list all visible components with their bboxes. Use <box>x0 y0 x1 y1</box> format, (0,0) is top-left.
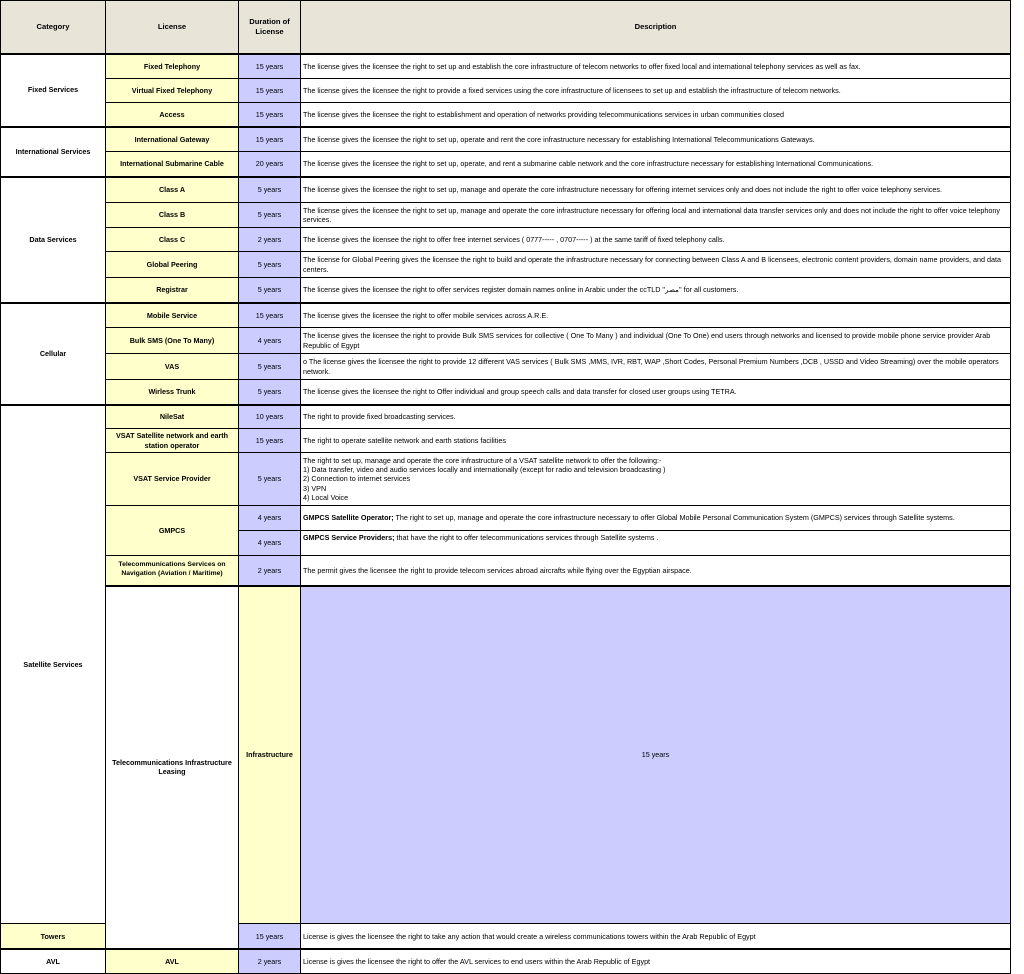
description-cell: The license gives the licensee the right to offer free internet services ( 0777----- , 0707----- ) at the same tariff of fixed telephony calls. <box>301 228 1011 252</box>
header-category: Category <box>1 1 106 54</box>
description-cell: The license for Global Peering gives the licensee the right to build and operate the infrastructure necessary for connecting between Class A and B licensees, electronic content providers, domain name providers, and data centers. <box>301 252 1011 278</box>
table-row <box>1 79 1011 103</box>
duration-cell: 2 years <box>239 949 301 974</box>
table-row <box>1 556 1011 586</box>
table-row <box>1 203 1011 228</box>
license-cell: VSAT Service Provider <box>106 453 239 506</box>
duration-cell: 4 years <box>239 531 301 556</box>
table-row <box>1 429 1011 453</box>
header-row <box>1 1 1011 54</box>
duration-cell: 10 years <box>239 405 301 429</box>
license-cell: Bulk SMS (One To Many) <box>106 328 239 354</box>
header-license: License <box>106 1 239 54</box>
table-row <box>1 354 1011 380</box>
description-cell <box>301 506 1011 531</box>
license-cell: VAS <box>106 354 239 380</box>
table-row <box>1 453 1011 506</box>
license-cell: VSAT Satellite network and earth station operator <box>106 429 239 453</box>
license-cell: Class C <box>106 228 239 252</box>
duration-cell: 15 years <box>239 429 301 453</box>
description-cell: The license gives the licensee the right to set up, operate, and rent a submarine cable network and the core infrastructure necessary for establishing International Communications. <box>301 152 1011 177</box>
description-cell: License is gives the licensee the right to take any action that would create a wireless communications towers within the Arab Republic of Egypt <box>301 924 1011 949</box>
duration-cell: 5 years <box>239 380 301 405</box>
description-cell: The license gives the licensee the right to establishment and operation of networks providing telecommunications services in urban communities closed <box>301 103 1011 127</box>
description-bold-lead: GMPCS Satellite Operator; <box>303 513 394 523</box>
duration-cell: 2 years <box>239 556 301 586</box>
license-cell: Telecommunications Services on Navigation (Aviation / Maritime) <box>106 556 239 586</box>
duration-cell: 5 years <box>239 203 301 228</box>
duration-cell: 4 years <box>239 328 301 354</box>
license-cell: Towers <box>1 924 106 949</box>
category-cellular: Cellular <box>1 303 106 405</box>
license-cell: AVL <box>106 949 239 974</box>
description-cell: License is gives the licensee the right to offer the AVL services to end users within the Arab Republic of Egypt <box>301 949 1011 974</box>
description-cell: The license gives the licensee the right to set up, manage and operate the core infrastructure necessary for offering internet services only and does not include the right to offer voice telephony services. <box>301 177 1011 203</box>
table-row <box>1 328 1011 354</box>
license-cell: Class A <box>106 177 239 203</box>
table-row <box>1 405 1011 429</box>
description-line: 3) VPN <box>303 483 327 493</box>
description-cell: The license gives the licensee the right to set up and establish the core infrastructure of telecom networks to offer fixed local and international telephony services as well as fax. <box>301 54 1011 79</box>
description-text: that have the right to offer telecommunications services through Satellite systems . <box>394 533 659 542</box>
table-row <box>1 127 1011 152</box>
table-row <box>1 103 1011 127</box>
table-row <box>1 252 1011 278</box>
duration-cell: 5 years <box>239 278 301 303</box>
description-line: 2) Connection to internet services <box>303 474 411 484</box>
duration-cell: 20 years <box>239 152 301 177</box>
header-description: Description <box>301 1 1011 54</box>
duration-cell: 4 years <box>239 506 301 531</box>
description-cell: The license gives the licensee the right to Offer individual and group speech calls and data transfer for closed user groups using TETRA. <box>301 380 1011 405</box>
license-cell: Registrar <box>106 278 239 303</box>
description-cell: The license gives the licensee the right to set up, operate and rent the core infrastructure necessary for establishing International Telecommunications Gateways. <box>301 127 1011 152</box>
description-cell: The license gives the licensee the right to provide a fixed services using the core infrastructure of licensees to set up and establish the infrastructure of telecom networks. <box>301 79 1011 103</box>
license-cell: Global Peering <box>106 252 239 278</box>
duration-cell: 15 years <box>239 924 301 949</box>
header-duration: Duration of License <box>239 1 301 54</box>
description-cell: o The license gives the licensee the right to provide 12 different VAS services ( Bulk SMS ,MMS, IVR, RBT, WAP ,Short Codes, Personal Premium Numbers ,DCB , USSD and Video Streaming) over the mobile operators network. <box>301 354 1011 380</box>
description-cell <box>301 531 1011 556</box>
duration-cell: 15 years <box>301 586 1011 924</box>
table-row <box>1 54 1011 79</box>
license-cell: Access <box>106 103 239 127</box>
table-row <box>1 303 1011 328</box>
description-cell: The right to operate satellite network and earth stations facilities <box>301 429 1011 453</box>
table-row <box>1 152 1011 177</box>
license-cell: GMPCS <box>106 506 239 556</box>
description-cell <box>301 453 1011 506</box>
table-row <box>1 586 1011 924</box>
category-international-services: International Services <box>1 127 106 177</box>
table-row <box>1 506 1011 531</box>
duration-cell: 15 years <box>239 127 301 152</box>
duration-cell: 15 years <box>239 54 301 79</box>
license-cell: International Gateway <box>106 127 239 152</box>
description-line: The right to set up, manage and operate the core infrastructure of a VSAT satellite network to offer the following:- <box>303 455 662 465</box>
description-line: 4) Local Voice <box>303 493 349 503</box>
license-cell: Wirless Trunk <box>106 380 239 405</box>
license-cell: NileSat <box>106 405 239 429</box>
duration-cell: 5 years <box>239 453 301 506</box>
description-line: 1) Data transfer, video and audio services locally and internationally (except for radio and television broadcasting ) <box>303 464 666 474</box>
table-row <box>1 228 1011 252</box>
category-fixed-services: Fixed Services <box>1 54 106 127</box>
category-data-services: Data Services <box>1 177 106 303</box>
table-row <box>1 380 1011 405</box>
duration-cell: 5 years <box>239 177 301 203</box>
license-cell: Infrastructure <box>239 586 301 924</box>
description-cell: The right to provide fixed broadcasting services. <box>301 405 1011 429</box>
license-cell: Virtual Fixed Telephony <box>106 79 239 103</box>
description-text: The right to set up, manage and operate the core infrastructure necessary to offer Global Mobile Personal Communication System (GMPCS) services through Satellite systems. <box>393 513 955 523</box>
duration-cell: 5 years <box>239 252 301 278</box>
license-cell: Fixed Telephony <box>106 54 239 79</box>
category-infrastructure-leasing: Telecommunications Infrastructure Leasing <box>106 586 239 949</box>
duration-cell: 15 years <box>239 103 301 127</box>
description-cell: The license gives the licensee the right to provide Bulk SMS services for collective ( One To Many ) and individual (One To One) end users through networks and licensed to provide mobile phone service provider Arab Republic of Egypt <box>301 328 1011 354</box>
category-avl: AVL <box>1 949 106 974</box>
duration-cell: 2 years <box>239 228 301 252</box>
table-row <box>1 949 1011 974</box>
description-cell: The permit gives the licensee the right to provide telecom services abroad aircrafts while flying over the Egyptian airspace. <box>301 556 1011 586</box>
table-row <box>1 177 1011 203</box>
description-cell: The license gives the licensee the right to offer services register domain names online in Arabic under the ccTLD "مصر" for all customers. <box>301 278 1011 303</box>
duration-cell: 5 years <box>239 354 301 380</box>
duration-cell: 15 years <box>239 79 301 103</box>
description-cell: The license gives the licensee the right to set up, manage and operate the core infrastructure necessary for offering local and international data transfer services only and does not include the right to offer voice telephony services. <box>301 203 1011 228</box>
duration-cell: 15 years <box>239 303 301 328</box>
category-satellite-services: Satellite Services <box>1 405 106 924</box>
license-cell: Mobile Service <box>106 303 239 328</box>
license-cell: International Submarine Cable <box>106 152 239 177</box>
description-cell: The license gives the licensee the right to offer mobile services across A.R.E. <box>301 303 1011 328</box>
description-bold-lead: GMPCS Service Providers; <box>303 533 395 542</box>
license-cell: Class B <box>106 203 239 228</box>
table-row <box>1 278 1011 303</box>
